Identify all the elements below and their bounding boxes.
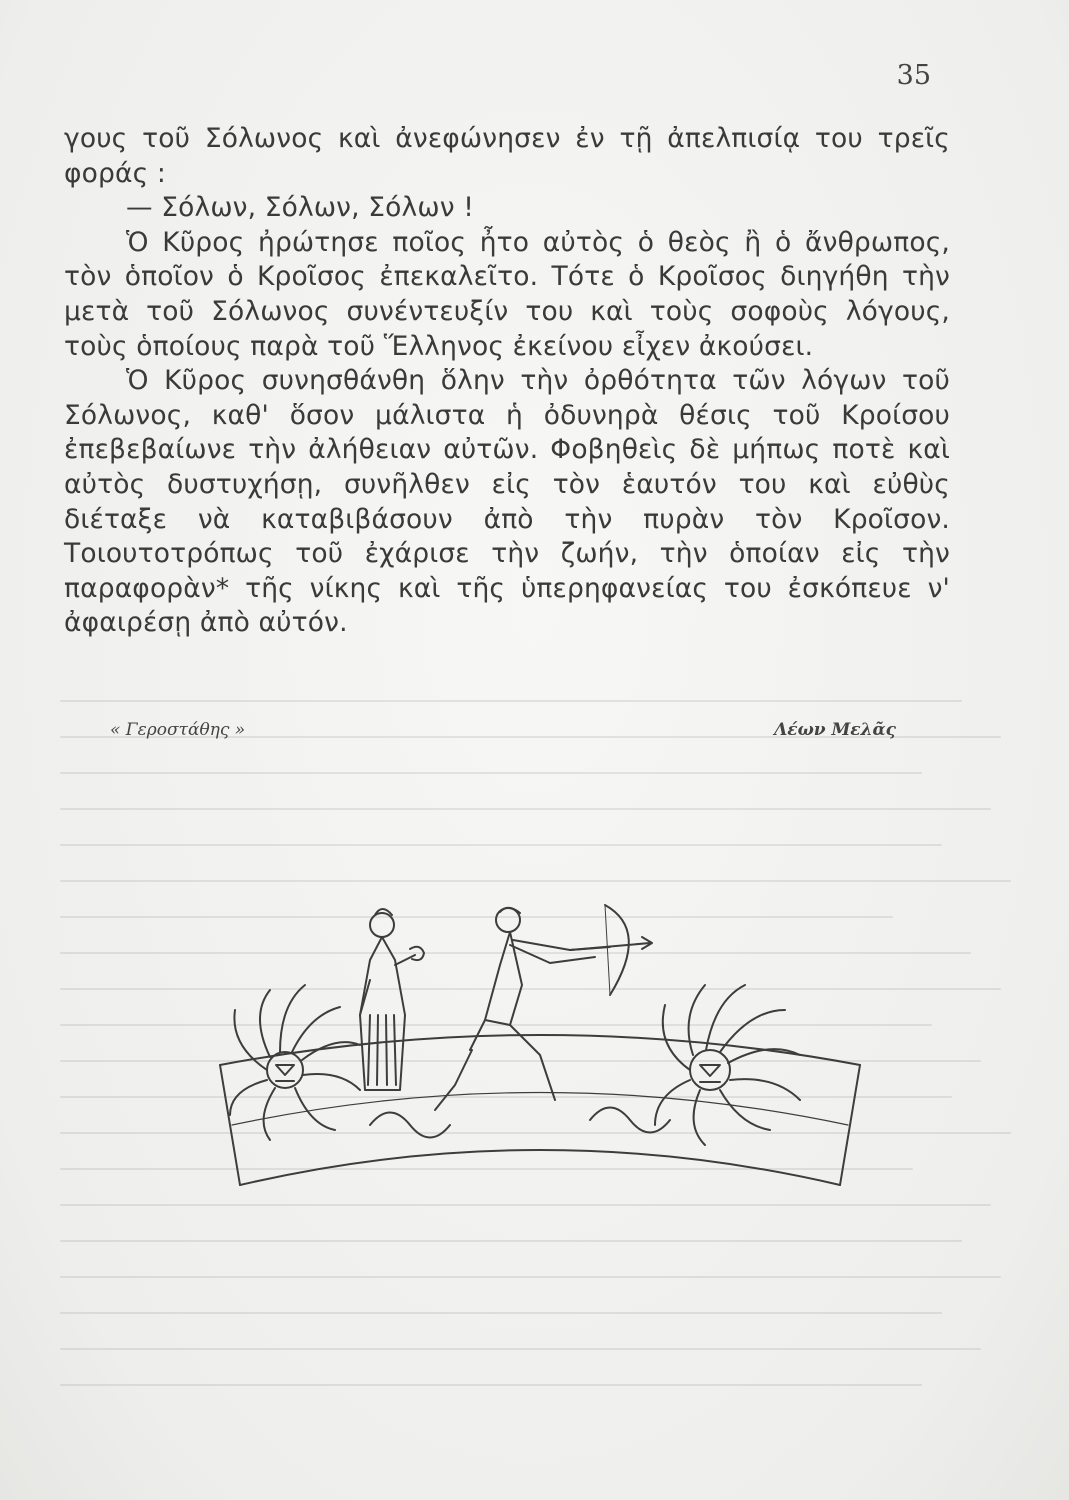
body-text xyxy=(64,122,950,641)
signature-line xyxy=(110,720,896,740)
paragraph-continuation: γους τοῦ Σόλωνος καὶ ἀνεφώνησεν ἐν τῇ ἀπελπισίᾳ του τρεῖς φοράς : xyxy=(64,123,950,189)
greek-vase-archer-scene-icon xyxy=(210,885,870,1215)
arrow-icon xyxy=(570,937,652,950)
left-palmette-icon xyxy=(230,985,360,1140)
paragraph-kyros-asked: Ὁ Κῦρος ἠρώτησε ποῖος ἦτο αὐτὸς ὁ θεὸς ἢ ὁ ἄνθρωπος, τὸν ὁποῖον ὁ Κροῖσος ἐπεκαλεῖτο. Τότε ὁ Κροῖσος διηγήθη τὴν μετὰ τοῦ Σόλωνος συνέντευξίν του καὶ τοὺς σοφοὺς λόγους, τοὺς ὁποίους παρὰ τοῦ Ἕλληνος ἐκείνου εἶχεν ἀκούσει. xyxy=(64,226,950,362)
author-name: Λέων Μελᾶς xyxy=(774,720,896,740)
right-palmette-icon xyxy=(655,985,800,1145)
page-number: 35 xyxy=(896,60,931,91)
frieze-left-edge xyxy=(220,1065,240,1185)
frieze-bottom-curve xyxy=(240,1150,840,1185)
bow-icon xyxy=(605,905,629,995)
source-citation: « Γεροστάθης » xyxy=(110,720,246,740)
woman-figure-icon xyxy=(360,909,424,1090)
paragraph-kyros-realized: Ὁ Κῦρος συνησθάνθη ὅλην τὴν ὀρθότητα τῶν λόγων τοῦ Σόλωνος, καθ' ὅσον μάλιστα ἡ ὀδυνηρὰ θέσις τοῦ Κροίσου ἐπεβεβαίωνε τὴν ἀλήθειαν αὐτῶν. Φοβηθεὶς δὲ μήπως ποτὲ καὶ αὐτὸς δυστυχήσῃ, συνῆλθεν εἰς τὸν ἑαυτόν του καὶ εὐθὺς διέταξε νὰ καταβιβάσουν ἀπὸ τὴν πυρὰν τὸν Κροῖσον. Τοιουτοτρόπως τοῦ ἐχάρισε τὴν ζωήν, τὴν ὁποίαν εἰς τὴν παραφορὰν* τῆς νίκης καὶ τῆς ὑπερηφανείας του ἐσκόπευε ν' ἀφαιρέσῃ ἀπὸ αὐτόν. xyxy=(64,365,950,639)
paragraph-dialogue: — Σόλων, Σόλων, Σόλων ! xyxy=(126,192,475,224)
frieze-right-edge xyxy=(840,1065,860,1185)
archer-figure-icon xyxy=(435,905,652,1110)
frieze-mid-line xyxy=(232,1093,848,1126)
scroll-ornament xyxy=(370,1108,670,1138)
